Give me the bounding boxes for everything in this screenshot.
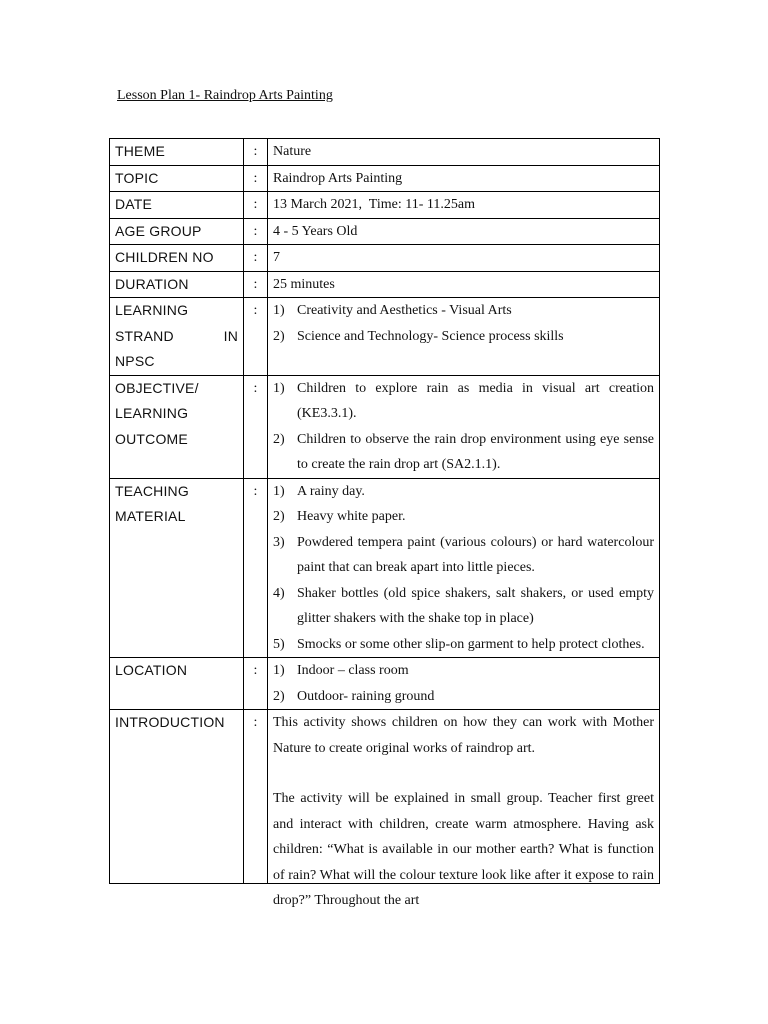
duration-label: DURATION	[110, 271, 244, 298]
item-text: Powdered tempera paint (various colours) or hard watercolour paint that can break apart into little pieces.	[297, 534, 654, 575]
item-text: Children to explore rain as media in visual art creation (KE3.3.1).	[297, 380, 654, 421]
item-text: Shaker bottles (old spice shakers, salt shakers, or used empty glitter shakers with the shake top in place)	[297, 585, 654, 626]
item-number: 2)	[273, 328, 285, 344]
teaching-material-label	[110, 478, 244, 658]
item-number: 1)	[273, 380, 285, 396]
list-item	[273, 298, 654, 324]
item-number: 2)	[273, 688, 285, 704]
introduction-paragraph: This activity shows children on how they can work with Mother Nature to create original works of raindrop art.	[273, 715, 654, 756]
item-text: Science and Technology- Science process skills	[297, 328, 564, 344]
table-row-theme	[110, 139, 660, 166]
item-text: Heavy white paper.	[297, 509, 406, 524]
label-line: STRAND IN	[115, 327, 238, 344]
theme-label: THEME	[110, 139, 244, 166]
colon-separator: :	[244, 192, 268, 219]
table-row-objective	[110, 375, 660, 478]
objective-label	[110, 375, 244, 478]
list-item	[273, 530, 654, 581]
list-item	[273, 427, 654, 478]
teaching-material-value	[268, 478, 660, 658]
topic-label: TOPIC	[110, 165, 244, 192]
duration-value: 25 minutes	[268, 271, 660, 298]
list-item	[273, 658, 654, 684]
item-text: Children to observe the rain drop environment using eye sense to create the rain drop art (SA2.1.1).	[297, 431, 654, 472]
theme-value: Nature	[268, 139, 660, 166]
location-label: LOCATION	[110, 658, 244, 710]
list-item	[273, 581, 654, 632]
table-row-children-no	[110, 245, 660, 272]
list-item	[273, 632, 654, 658]
introduction-paragraph: The activity will be explained in small group. Teacher first greet and interact with children, create warm atmosphere. Having ask children: “What is available in our mother earth? What is function of rain? What will the colour texture look like after it expose to rain drop?” Throughout the art	[273, 791, 654, 908]
table-row-learning-strand	[110, 298, 660, 376]
table-row-duration	[110, 271, 660, 298]
item-number: 5)	[273, 636, 285, 652]
location-value	[268, 658, 660, 710]
colon-separator: :	[244, 658, 268, 710]
topic-value: Raindrop Arts Painting	[268, 165, 660, 192]
label-line: MATERIAL	[115, 508, 186, 524]
colon-separator: :	[244, 139, 268, 166]
date-label: DATE	[110, 192, 244, 219]
table-row-age-group	[110, 218, 660, 245]
item-text: Outdoor- raining ground	[297, 688, 435, 704]
document-title: Lesson Plan 1- Raindrop Arts Painting	[117, 88, 333, 103]
colon-separator: :	[244, 218, 268, 245]
item-number: 2)	[273, 431, 285, 447]
item-number: 1)	[273, 303, 285, 318]
table-row-date	[110, 192, 660, 219]
colon-separator: :	[244, 298, 268, 376]
label-line: LEARNING	[115, 405, 189, 421]
list-item	[273, 324, 654, 350]
label-line: LEARNING	[115, 302, 189, 318]
table-row-location	[110, 658, 660, 710]
learning-strand-label	[110, 298, 244, 376]
table-row-introduction	[110, 710, 660, 884]
item-number: 3)	[273, 534, 285, 550]
age-group-label: AGE GROUP	[110, 218, 244, 245]
table-row-topic	[110, 165, 660, 192]
children-no-label: CHILDREN NO	[110, 245, 244, 272]
lesson-plan-table	[109, 138, 660, 908]
label-line: TEACHING	[115, 482, 189, 499]
item-text: Smocks or some other slip-on garment to help protect clothes.	[297, 636, 645, 652]
colon-separator: :	[244, 375, 268, 478]
label-line: NPSC	[115, 353, 155, 369]
item-number: 4)	[273, 585, 285, 601]
item-number: 2)	[273, 509, 285, 524]
learning-strand-value	[268, 298, 660, 376]
colon-separator: :	[244, 710, 268, 884]
introduction-value	[268, 710, 660, 908]
list-item	[273, 504, 654, 530]
colon-separator: :	[244, 478, 268, 658]
label-line: OBJECTIVE/	[115, 379, 199, 396]
children-no-value: 7	[268, 245, 660, 272]
introduction-label: INTRODUCTION	[110, 710, 244, 884]
colon-separator: :	[244, 271, 268, 298]
age-group-value: 4 - 5 Years Old	[268, 218, 660, 245]
item-text: Indoor – class room	[297, 663, 409, 678]
item-text: Creativity and Aesthetics - Visual Arts	[297, 303, 512, 318]
item-number: 1)	[273, 663, 285, 678]
list-item	[273, 479, 654, 505]
objective-value	[268, 375, 660, 478]
date-value: 13 March 2021, Time: 11- 11.25am	[268, 192, 660, 219]
item-number: 1)	[273, 483, 285, 499]
list-item	[273, 376, 654, 427]
item-text: A rainy day.	[297, 483, 365, 499]
list-item	[273, 684, 654, 710]
colon-separator: :	[244, 245, 268, 272]
colon-separator: :	[244, 165, 268, 192]
table-row-teaching-material	[110, 478, 660, 658]
label-line: OUTCOME	[115, 430, 188, 447]
